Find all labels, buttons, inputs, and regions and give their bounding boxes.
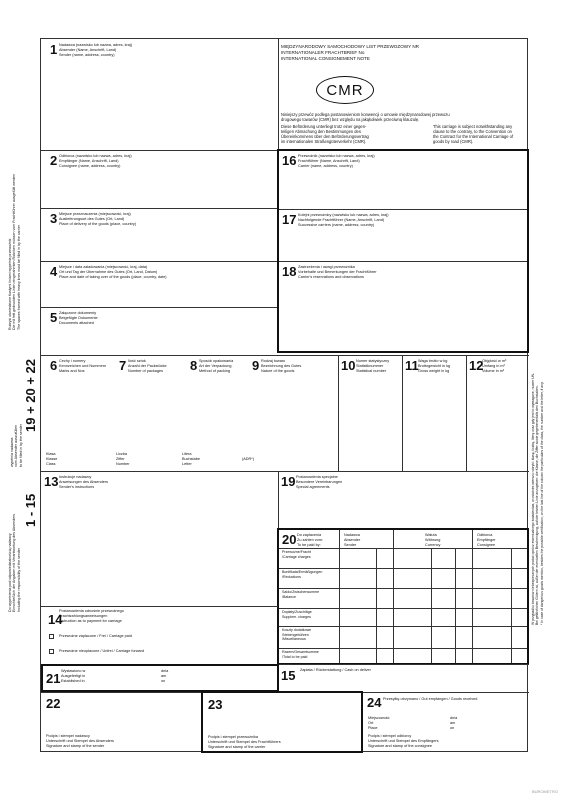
- adr-label: (ADR*): [242, 457, 255, 461]
- class-label: Klasa Klasse Class: [46, 452, 58, 466]
- field-label: Objętość w m³ Umfang in m³ Volume in m³: [482, 359, 507, 373]
- field-2-consignee[interactable]: [41, 150, 278, 208]
- col-header-sender: Nadawca Absender Sender: [344, 533, 361, 547]
- field-number: 12: [469, 358, 484, 373]
- signature-label: Podpis i stempel odbiorcy Unterschrift und Stempel des Empfängers Signature and stamp of the consignee: [368, 734, 439, 748]
- side-note-carrier: Rubryki obwiedzione tłustymi liniami wypełnia przewoźnik Die mit fett gedruckten Linien eingerahmten Rubriken müssen vom Frachtführer ausgefüllt werden The spaces framed with heavy lines must be filled in by the carrier: [8, 173, 21, 330]
- field-label: Podpis i stempel przewoźnika Unterschrift und Stempel des Frachtführers Signature and stamp of the carrier: [208, 735, 281, 749]
- field-17-successive-carriers[interactable]: [279, 209, 527, 261]
- side-fields-sender-19-20-22: 19 + 20 + 22: [23, 358, 38, 432]
- field-number: 8: [190, 358, 198, 373]
- field-number: 2: [50, 153, 58, 168]
- field-label: Zapłata / Rückerstattung / Cash on deliver: [300, 668, 371, 672]
- field-number: 17: [282, 212, 297, 227]
- form-title: MIĘDZYNARODOWY SAMOCHODOWY LIST PRZEWOZOWY NR INTERNATIONALER FRACHTBRIEF No INTERNATIONAL CONSIGNEMENT NOTE: [281, 44, 419, 61]
- field-label: Ilość sztuk Anzahl der Packstücke Number of packages: [128, 359, 167, 373]
- field-label: Sposób opakowania Art der Verpackung Method of packing: [199, 359, 234, 373]
- field-23-carrier-signature[interactable]: [201, 691, 363, 753]
- field-number: 18: [282, 264, 297, 279]
- field-number: 19: [281, 474, 296, 489]
- carriage-paid-label: Przewoźne zapłacone / Frei / Carriage paid: [59, 634, 132, 638]
- field-number: 14: [48, 612, 63, 627]
- col-header-consignee: Odbiorca Empfänger Consignee: [477, 533, 496, 547]
- field-label: Miejsce i data załadowania (miejscowość, kraj, data) Ort und Tag der Übernahme des Gutes (Ort, Land, Datum) Place and date of taking over of the goods (place, country, date): [59, 265, 167, 279]
- field-3-place-of-delivery[interactable]: [41, 208, 278, 261]
- field-label: Wystawiono w Ausgefertigt in Established in: [61, 669, 86, 683]
- field-1-sender[interactable]: [41, 39, 278, 150]
- field-number: 24: [367, 695, 382, 710]
- field-19-special-agreements[interactable]: [278, 471, 529, 528]
- side-note-sender: wypełnia nadawca vom Absender auszufüllen to be filled in by the sender: [10, 424, 23, 467]
- field-number: 10: [341, 358, 356, 373]
- field-number: 7: [119, 358, 127, 373]
- row-reductions: Bonifikata/Ermäßigungen /Reductions: [282, 570, 323, 579]
- field-number: 3: [50, 211, 58, 226]
- field-number: 21: [46, 671, 61, 686]
- field-number: 5: [50, 310, 58, 325]
- publisher-logo: BUROMETRO: [532, 789, 558, 794]
- field-number: 11: [405, 358, 419, 373]
- field-24-goods-received[interactable]: [363, 692, 529, 753]
- row-total: Razem/Gesamtsumme /Total to be paid: [282, 650, 319, 659]
- number-label: Liczba Ziffer Number: [116, 452, 130, 466]
- letter-label: Litera Buchstabe Letter: [182, 452, 200, 466]
- field-6-marks-numbers[interactable]: [41, 355, 116, 425]
- field-label: Do zapłacenia Zu zahlen vom: To be paid by:: [297, 533, 323, 547]
- field-number: 23: [208, 697, 223, 712]
- field-label: Nadawca (nazwisko lub nazwa, adres, kraj) Absender (Name, Anschrift, Land) Sender (name, address, country): [59, 43, 133, 57]
- date-label: dnia am on: [450, 716, 458, 730]
- field-7-number-packages[interactable]: [116, 355, 188, 425]
- field-label: Przewoźnik (nazwisko lub nazwa, adres, kraj) Frachtführer (Name, Anschrift, Land) Carrier (name, address, country): [298, 154, 375, 168]
- field-label: Kolejni przewoźnicy (nazwisko lub nazwa, adres, kraj) Nachfolgende Frachtführer (Name, Anschrift, Land) Successive carriers (name, address, country): [298, 213, 389, 227]
- header-area: [278, 39, 529, 150]
- row-supplementary: Dopłaty/Zuschläge Supplem. charges: [282, 610, 312, 619]
- field-15-cash-on-delivery[interactable]: [278, 664, 529, 692]
- field-11-gross-weight[interactable]: [402, 355, 466, 471]
- field-label: Postanowienia odnośnie przewoźnego Frachtzahlungsanweisungen Instruction as to payment for carriage: [59, 609, 124, 623]
- field-label: Numer statystyczny Statistiknummer Statistical number: [356, 359, 390, 373]
- field-number: 15: [281, 668, 296, 683]
- col-header-currency: Waluta Währung Currency: [425, 533, 441, 547]
- field-label: Instrukcje nadawcy Anweisungen des Absenders Sender's instructions: [59, 475, 108, 489]
- field-label: Załączone dokumenty Beigefügte Dokumente Documents attached: [59, 311, 98, 325]
- field-label-date: dnia am on: [161, 669, 169, 683]
- field-number: 20: [282, 532, 297, 547]
- side-fields-sender-1-15: 1 - 15: [23, 493, 38, 527]
- dangerous-goods-class-row[interactable]: [41, 444, 338, 471]
- place-label: Miejscowość Ort Place: [368, 716, 390, 730]
- field-label: Waga brutto w kg Bruttogewicht in kg Gross weight in kg: [418, 359, 451, 373]
- field-label: Odbiorca (nazwisko lub nazwa, adres, kraj) Empfänger (Name, Anschrift, Land) Consignee (name, address, country): [59, 154, 132, 168]
- cmr-form: [40, 38, 528, 752]
- legal-notice-pl: Niniejszy przewóz podlega postanowieniom konwencji o umowie międzynarodowej przewozu drogowego towarów (CMR) bez względu na jakąkolwiek przeciwną klauzulę.: [281, 112, 450, 122]
- carrier-block: [277, 149, 529, 353]
- field-number: 22: [46, 696, 61, 711]
- carriage-forward-checkbox[interactable]: [49, 649, 54, 654]
- field-label: Cechy i numery Kennzeichen und Nummern Marks and Nos: [59, 359, 107, 373]
- field-16-carrier[interactable]: [279, 151, 527, 209]
- field-label: Podpis i stempel nadawcy Unterschrift und Stempel des Absenders Signature and stamp of the sender: [46, 734, 114, 748]
- legal-notice-de: Diese Beförderung unterliegt trotz einer gegen- teiligen Abmachung den Bestimmungen des Übereinkommens über den Beförderungsvertrag im internationalen Straßengüterverkehr (CMR).: [281, 124, 369, 144]
- field-21-established[interactable]: [41, 664, 279, 692]
- field-14-payment-instructions[interactable]: [41, 606, 278, 664]
- field-12-volume[interactable]: [466, 355, 529, 471]
- field-18-carrier-reservations[interactable]: [279, 261, 527, 351]
- field-22-sender-signature[interactable]: [41, 692, 201, 753]
- field-10-statistical-number[interactable]: [338, 355, 402, 471]
- field-number: 16: [282, 153, 297, 168]
- carriage-forward-label: Przewoźne nieopłacone / Unfrei / Carriage forward: [59, 649, 145, 653]
- field-label: Miejsce przeznaczenia (miejscowość, kraj) Auslieferungsort des Gutes (Ort, Land) Place of delivery of the goods (place, country): [59, 212, 137, 226]
- field-9-nature-goods[interactable]: [250, 355, 338, 425]
- carriage-paid-checkbox[interactable]: [49, 634, 54, 639]
- field-13-sender-instructions[interactable]: [41, 471, 278, 606]
- field-8-method-packing[interactable]: [188, 355, 250, 425]
- field-label: Zastrzeżenia i uwagi przewoźnika Vorbehalte und Bemerkungen der Frachtführer Carrier's reservations and observations: [298, 265, 377, 279]
- side-note-dangerous-goods: W przypadku towarów niebezpiecznych podać oprócz ewentualnego świadectwa, w ostatnim wierszu rubryki: klasę, liczbę, literę oraz gdy jest to wymagane, numer UN. Bei gefährlichen Gütern ist, außer der eventuellen Bescheinigung, auf der letzten Linie anzugeben: die Klasse, die Ziffer sowie gegebenenfalls den Buchstaben. * In case of dangerous goods mention, besides the possible certification, on the last line of the column the particulars of the class, the number and the letter, if any.: [531, 373, 544, 625]
- field-label: Postanowienia specjalne Besondere Vereinbarungen Special agreements: [296, 475, 343, 489]
- row-carriage-charges: Przewoźne/Fracht /Carriage charges: [282, 550, 311, 559]
- field-number: 1: [50, 42, 58, 57]
- field-label: Rodzaj towaru Bezeichnung des Gutes Nature of the goods: [261, 359, 302, 373]
- row-miscellaneous: Koszty dodatkowe /Nebengebühren /Miscellaneous: [282, 628, 312, 642]
- field-4-place-date-loading[interactable]: [41, 261, 278, 307]
- field-number: 13: [44, 474, 59, 489]
- field-number: 9: [252, 358, 260, 373]
- field-number: 6: [50, 358, 58, 373]
- field-5-documents-attached[interactable]: [41, 307, 278, 355]
- side-note-responsibility: Do wypełnienia pod odpowiedzialnością nadawcy Einschließlich der Angaben mit Verantwortung des Absenders Including the responsibility of the sender: [8, 513, 21, 612]
- row-balance: Saldo/Zwischensumme /Balance: [282, 590, 320, 599]
- cmr-logo: CMR: [316, 76, 374, 104]
- field-label: Przesyłkę otrzymano / Gut empfangen / Goods received: [383, 697, 478, 701]
- field-number: 4: [50, 264, 58, 279]
- field-20-charges: [277, 528, 529, 665]
- legal-notice-en: This carriage is subject notwithstanding any clause to the contrary, to the Convention on the Contract for the International Carriage of goods by road (CMR).: [433, 124, 514, 144]
